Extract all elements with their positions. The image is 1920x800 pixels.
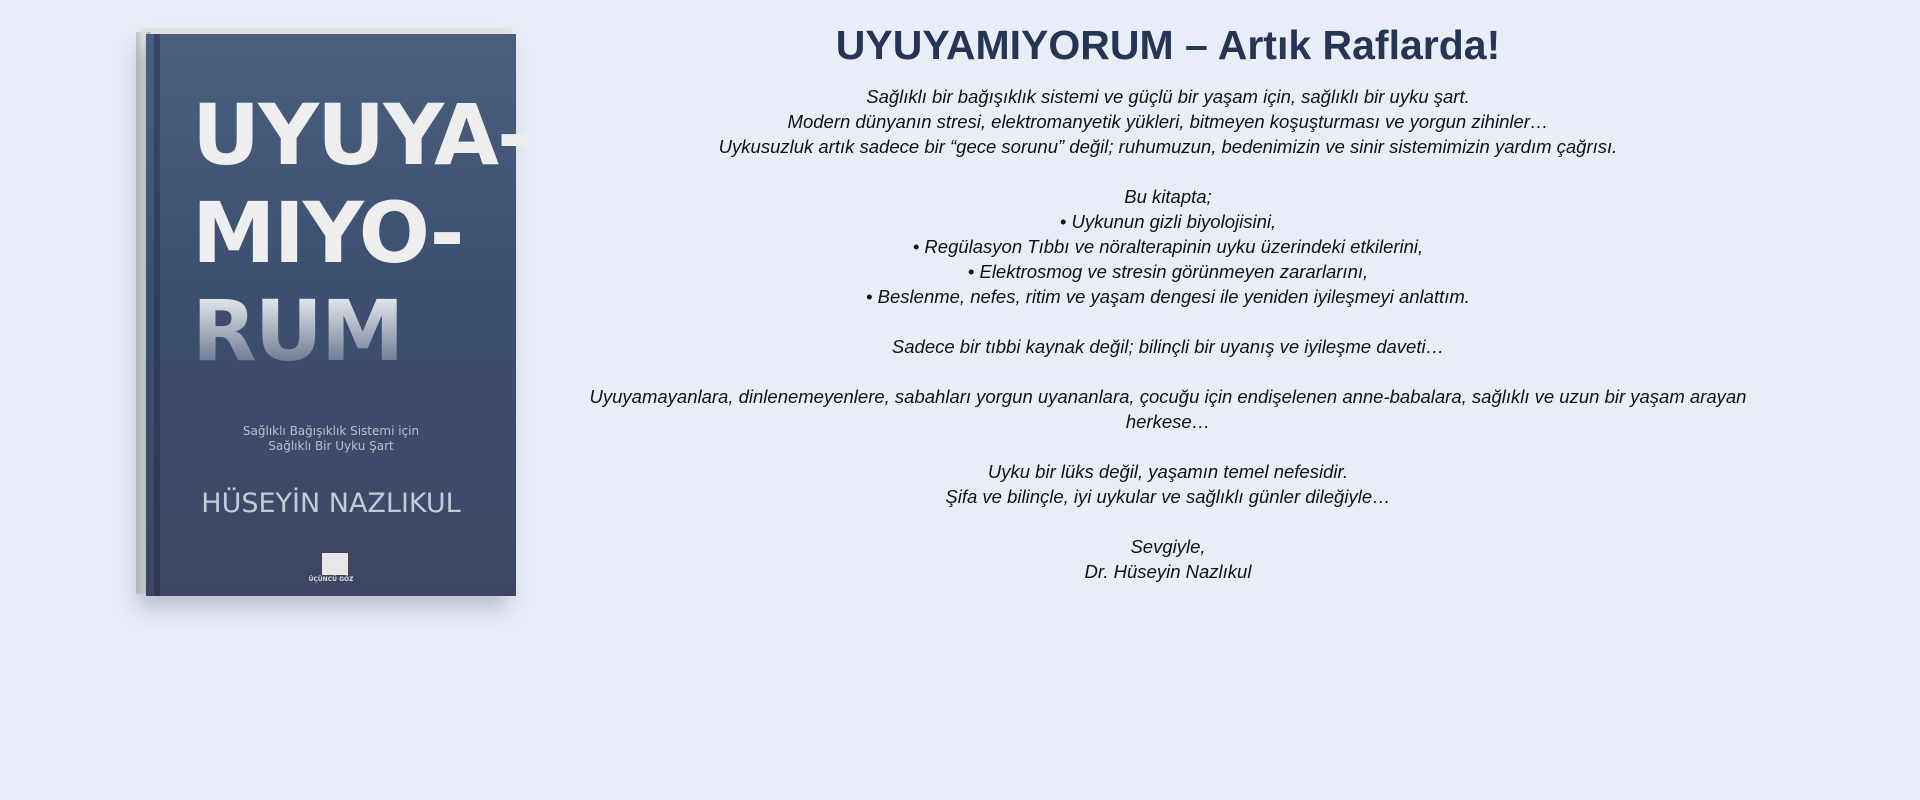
- paragraph: [560, 184, 1776, 309]
- book-cover-image: [136, 28, 530, 598]
- text-line: • Beslenme, nefes, ritim ve yaşam dengesi ile yeniden iyileşmeyi anlattım.: [866, 286, 1470, 307]
- publisher-name: ÜÇÜNCÜ GÖZ: [308, 576, 354, 583]
- paragraph: [560, 84, 1776, 159]
- page-title: UYUYAMIYORUM – Artık Raflarda!: [835, 22, 1501, 68]
- paragraph: [560, 534, 1776, 584]
- book-title: [192, 86, 530, 380]
- book-cover: [146, 34, 530, 596]
- text-line: Sadece bir tıbbi kaynak değil; bilinçli bir uyanış ve iyileşme daveti…: [891, 336, 1445, 357]
- text-line: Uyuyamayanlara, dinlenemeyenlere, sabahları yorgun uyananlara, çocuğu için endişelenen anne-babalara, sağlıklı ve uzun bir yaşam arayan herkese…: [589, 386, 1747, 432]
- book-subtitle-line: Sağlıklı Bir Uyku Şart: [268, 439, 394, 453]
- paragraph: [560, 384, 1776, 434]
- book-author: HÜSEYİN NAZLIKUL: [201, 488, 461, 519]
- paragraph: [560, 334, 1776, 359]
- book-title-line: UYUYA-: [192, 86, 530, 184]
- book-title-line: MIYO-: [192, 184, 463, 282]
- book-title-line: RUM: [192, 282, 530, 380]
- text-line: Uyku bir lüks değil, yaşamın temel nefesidir.: [987, 461, 1349, 482]
- text-line: • Elektrosmog ve stresin görünmeyen zararlarını,: [967, 261, 1369, 282]
- text-line: • Uykunun gizli biyolojisini,: [1059, 211, 1277, 232]
- book-subtitle-line: Sağlıklı Bağışıklık Sistemi için: [242, 424, 420, 438]
- text-line: • Regülasyon Tıbbı ve nöralterapinin uyku üzerindeki etkilerini,: [912, 236, 1424, 257]
- text-line: Sağlıklı bir bağışıklık sistemi ve güçlü bir yaşam için, sağlıklı bir uyku şart.: [866, 86, 1470, 107]
- announcement-body: [560, 84, 1776, 584]
- text-line: Dr. Hüseyin Nazlıkul: [1084, 561, 1252, 582]
- paragraph: [560, 459, 1776, 509]
- publisher-logo-icon: [321, 552, 349, 576]
- text-line: Sevgiyle,: [1130, 536, 1206, 557]
- book-subtitle: [146, 424, 516, 454]
- text-line: Uykusuzluk artık sadece bir “gece sorunu” değil; ruhumuzun, bedenimizin ve sinir sistemimizin yardım çağrısı.: [718, 136, 1618, 157]
- text-line: Bu kitapta;: [1124, 186, 1212, 207]
- text-line: Modern dünyanın stresi, elektromanyetik yükleri, bitmeyen koşuşturması ve yorgun zihinler…: [787, 111, 1549, 132]
- text-line: Şifa ve bilinçle, iyi uykular ve sağlıklı günler dileğiyle…: [945, 486, 1391, 507]
- announcement: [560, 18, 1776, 609]
